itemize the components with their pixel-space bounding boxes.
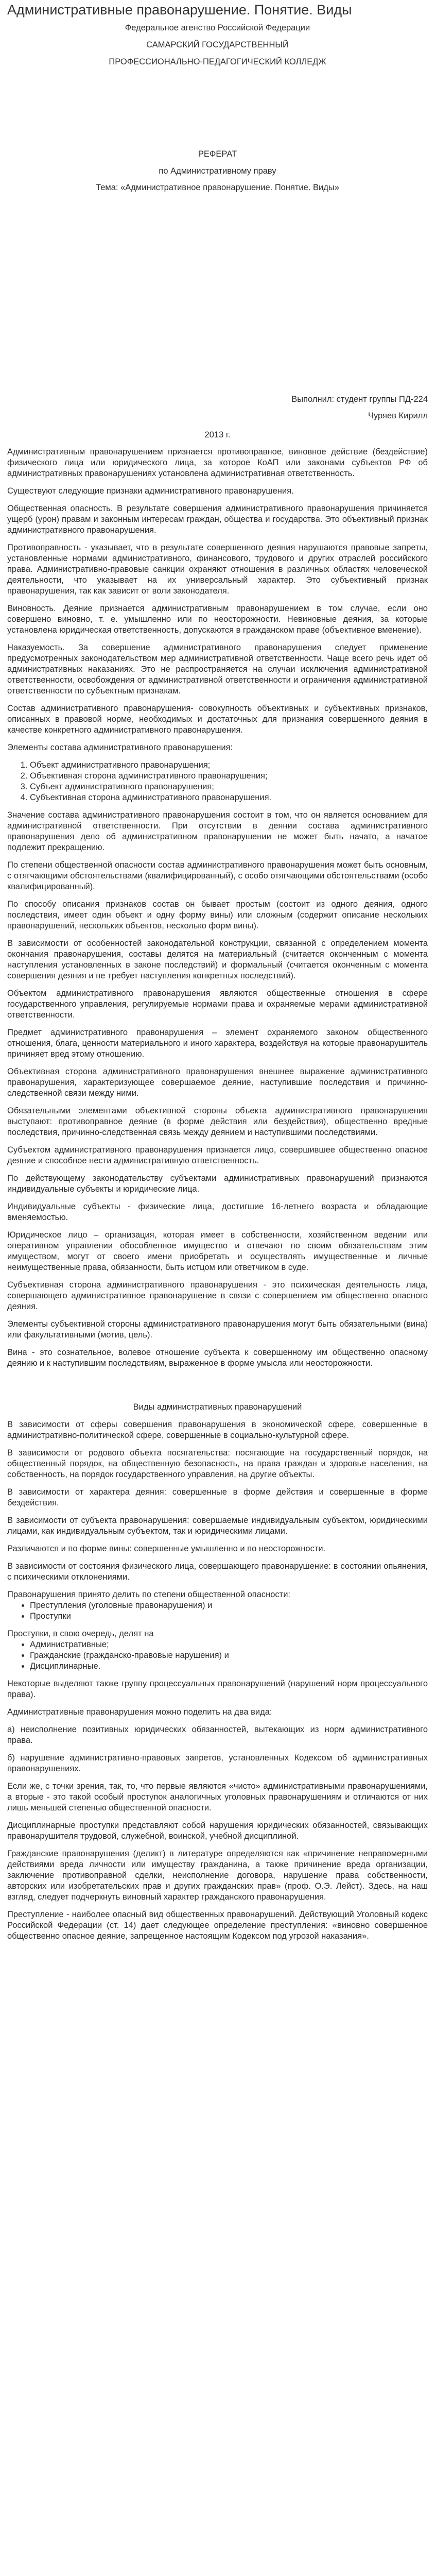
paragraph: Существуют следующие признаки административного правонарушения. [7, 486, 294, 496]
cover-university: САМАРСКИЙ ГОСУДАРСТВЕННЫЙ [146, 40, 289, 49]
paragraph: Юридическое лицо – организация, которая имеет в собственности, хозяйственном ведении или оперативном управлении обособленное имущество и отвечают по своим обязательствам этим имуществом, могут от своего имени приобретать и осуществлять имущественные и личные неимущественные права, обязанности, быть истцом или ответчиком в суде. [7, 1230, 428, 1272]
paragraph: Если же, с точки зрения, так, то, что первые являются «чисто» административными правонарушениями, а вторые - это такой особый проступок аналогичных уголовных правонарушениям и отличаются от них лишь меньшей степенью общественной опасности. [7, 1782, 428, 1812]
list-item: • Дисциплинарные. [30, 1661, 428, 1672]
cover-year: 2013 г. [204, 430, 231, 439]
paragraph: Состав административного правонарушения- совокупность объективных и субъективных признаков, описанных в правовой норме, необходимых и достаточных для признания совершенного деяния в качестве конкретного административного правонарушения. [7, 704, 428, 735]
paragraph: Индивидуальные субъекты - физические лица, достигшие 16-летнего возраста и обладающие вменяемостью. [7, 1202, 428, 1222]
paragraph: Предмет административного правонарушения – элемент охраняемого законом общественного отношения, блага, ценности материального и иного характера, воздействуя на которые правонарушитель причиняет вред этому отношению. [7, 1028, 428, 1059]
paragraph: Административным правонарушением признается противоправное, виновное действие (бездействие) физического лица или юридического лица, за которое КоАП или законами субъектов РФ об административных правонарушениях установлена административная ответственность. [7, 447, 428, 478]
list-item: • Административные; [30, 1639, 428, 1650]
paragraph: Значение состава административного правонарушения состоит в том, что он является основанием для административной ответственности. При отсутствии в деянии состава административного правонарушения дело об административном правонарушении не может быть начато, а начатое подлежит прекращению. [7, 810, 428, 852]
paragraph: Элементы состава административного правонарушения: [7, 743, 233, 752]
paragraph: б) нарушение административно-правовых запретов, установленных Кодексом об административных правонарушениях. [7, 1753, 428, 1773]
paragraph: По степени общественной опасности состав административного правонарушения может быть основным, с отягчающими обстоятельствами (квалифицированный), с особо отягчающими обстоятельствами (особо квалифицированный). [7, 860, 428, 891]
paragraph: По способу описания признаков состав он бывает простым (состоит из одного деяния, одного последствия, имеет один объект и одну форму вины) или сложным (содержит описание нескольких правонарушений, нескольких объектов, несколько форм вины). [7, 900, 428, 930]
paragraph: Проступки, в свою очередь, делят на [7, 1629, 154, 1638]
paragraph: Вина - это сознательное, волевое отношение субъекта к совершенному им общественно опасному деянию и к наступившим последствиям, выраженное в форме умысла или неосторожности. [7, 1348, 428, 1368]
paragraph: Объектом административного правонарушения являются общественные отношения в сфере государственного управления, регулируемые нормами права и охраняемые мерами административной ответственности. [7, 989, 428, 1020]
cover-header [7, 23, 428, 67]
paragraph: Обязательными элементами объективной стороны объекта административного правонарушения выступают: противоправное деяние (в форме действия или бездействия), общественно вредные последствия, причинно-следственная связь между деянием и наступившими последствиями. [7, 1106, 428, 1137]
paragraph: В зависимости от характера деяния: совершенные в форме действия и совершенные в форме бездействия. [7, 1487, 428, 1507]
list-item: • Гражданские (гражданско-правовые нарушения) и [30, 1650, 428, 1661]
paragraph: В зависимости от сферы совершения правонарушения в экономической сфере, совершенные в административно-политической сфере, совершенные в социально-культурной сфере. [7, 1420, 428, 1440]
cover-agency: Федеральное агенство Российской Федерации [125, 23, 310, 32]
paragraph: Правонарушения принято делить по степени общественной опасности: [7, 1590, 291, 1599]
paragraph: В зависимости от субъекта правонарушения: совершаемые индивидуальным субъектом, юридическими лицами, как индивидуальным субъектом, так и юридическими лицами. [7, 1516, 428, 1536]
section-types [7, 1402, 428, 1942]
paragraph: Субъектом административного правонарушения признается лицо, совершившее общественно опасное деяние и способное нести административную ответственность. [7, 1145, 428, 1165]
paragraph: Гражданские правонарушения (деликт) в литературе определяются как «причинение неправомерными действиями вреда личности или имуществу гражданина, а также причинение вреда организации, заключение противоправной сделки, неисполнение договора, нарушение права собственности, авторских или изобретательских прав и других гражданских прав» (проф. О.Э. Лейст). Здесь, на наш взгляд, следует подчеркнуть виновный характер гражданского правонарушения. [7, 1849, 428, 1902]
cover-signature [7, 394, 428, 421]
danger-list [7, 1600, 428, 1622]
paragraph: Элементы субъективной стороны административного правонарушения могут быть обязательными (вина) или факультативными (мотив, цель). [7, 1319, 428, 1340]
paragraph: Различаются и по форме вины: совершенные умышленно и по неосторожности. [7, 1544, 326, 1553]
paragraph: Виновность. Деяние признается административным правонарушением в том случае, если оно совершено виновно, т. е. умышленно или по неосторожности. Невиновные деяния, за которые установлена юридическая ответственность, допускаются в гражданском праве (объективное вменение). [7, 604, 428, 635]
cover-referat [7, 149, 428, 193]
paragraph: Субъективная сторона административного правонарушения - это психическая деятельность лица, совершающего административное правонарушение в связи с совершением им общественно опасного деяния. [7, 1280, 428, 1311]
paragraph: В зависимости от особенностей законодательной конструкции, связанной с определением момента окончания правонарушения, составы делятся на материальный (считается оконченным с момента наступления установленных в законе последствий) и формальный (считается оконченным с момента совершения деяния и не требует наступления конкретных последствий). [7, 939, 428, 980]
author-name: Чуряев Кирилл [368, 411, 428, 420]
paragraph: Некоторые выделяют также группу процессуальных правонарушений (нарушений норм процессуального права). [7, 1679, 428, 1699]
misdeeds-list [7, 1639, 428, 1672]
cover-college: ПРОФЕССИОНАЛЬНО-ПЕДАГОГИЧЕСКИЙ КОЛЛЕДЖ [109, 57, 326, 66]
paragraph: В зависимости от состояния физического лица, совершающего правонарушение: в состоянии опьянения, с психическими отклонениями. [7, 1562, 428, 1582]
section-heading: Виды административных правонарушений [133, 1402, 302, 1412]
paragraph: Административные правонарушения можно поделить на два вида: [7, 1707, 272, 1717]
referat-subject: по Административному праву [159, 166, 276, 176]
list-item: 2. Объективная сторона административного правонарушения; [30, 771, 428, 782]
paragraph: Общественная опасность. В результате совершения административного правонарушения причиняется ущерб (урон) правам и законным интересам граждан, общества и государства. Это объективный признак административного правонарушения. [7, 504, 428, 535]
section-definition [7, 447, 428, 1369]
referat-label: РЕФЕРАТ [198, 149, 237, 159]
paragraph: Дисциплинарные проступки представляют собой нарушения юридических обязанностей, связывающих правонарушителя трудовой, служебной, воинской, учебной дисциплиной. [7, 1821, 428, 1841]
list-item: 1. Объект административного правонарушения; [30, 760, 428, 771]
paragraph: Наказуемость. За совершение административного правонарушения следует применение предусмотренных законодательством мер административной ответственности. Чаще всего речь идет об административных наказаниях. Это не распространяется на случаи исключения административной ответственности, освобождения от административной ответственности и ограничения административной ответственности по субъектным признакам. [7, 643, 428, 696]
paragraph: По действующему законодательству субъектами административных правонарушений признаются индивидуальные субъекты и юридические лица. [7, 1174, 428, 1194]
page-title: Административные правонарушение. Понятие. Виды [7, 2, 352, 18]
list-item: • Проступки [30, 1611, 428, 1622]
elements-list [7, 760, 428, 803]
list-item: 4. Субъективная сторона административного правонарушения. [30, 792, 428, 803]
paragraph: Объективная сторона административного правонарушения внешнее выражение административного правонарушения, характеризующее совершаемое деяние, наступившие последствия и причинно-следственной связи между ними. [7, 1067, 428, 1098]
paragraph: Противоправность - указывает, что в результате совершенного деяния нарушаются правовые запреты, установленные нормами административного, финансового, трудового и других отраслей российского права. Административно-правовые санкции охраняют отношения в различных областях человеческой деятельности, что указывает на их универсальный характер. Это субъективный признак правонарушения, так как зависит от воли законодателя. [7, 543, 428, 596]
paragraph: В зависимости от родового объекта посягательства: посягающие на государственный порядок, на общественный порядок, на общественную безопасность, на права граждан и здоровье населения, на собственность, на порядок государственного управления, на другие объекты. [7, 1448, 428, 1479]
list-item: • Преступления (уголовные правонарушения) и [30, 1600, 428, 1611]
paragraph: Преступление - наиболее опасный вид общественных правонарушений. Действующий Уголовный кодекс Российской Федерации (ст. 14) дает следующее определение преступления: «виновно совершенное общественно опасное деяние, запрещенное настоящим Кодексом под угрозой наказания». [7, 1910, 428, 1941]
list-item: 3. Субъект административного правонарушения; [30, 782, 428, 792]
paragraph: а) неисполнение позитивных юридических обязанностей, вытекающих из норм административного права. [7, 1725, 428, 1745]
performed-by: Выполнил: студент группы ПД-224 [291, 395, 428, 404]
referat-topic: Тема: «Административное правонарушение. Понятие. Виды» [96, 183, 339, 192]
